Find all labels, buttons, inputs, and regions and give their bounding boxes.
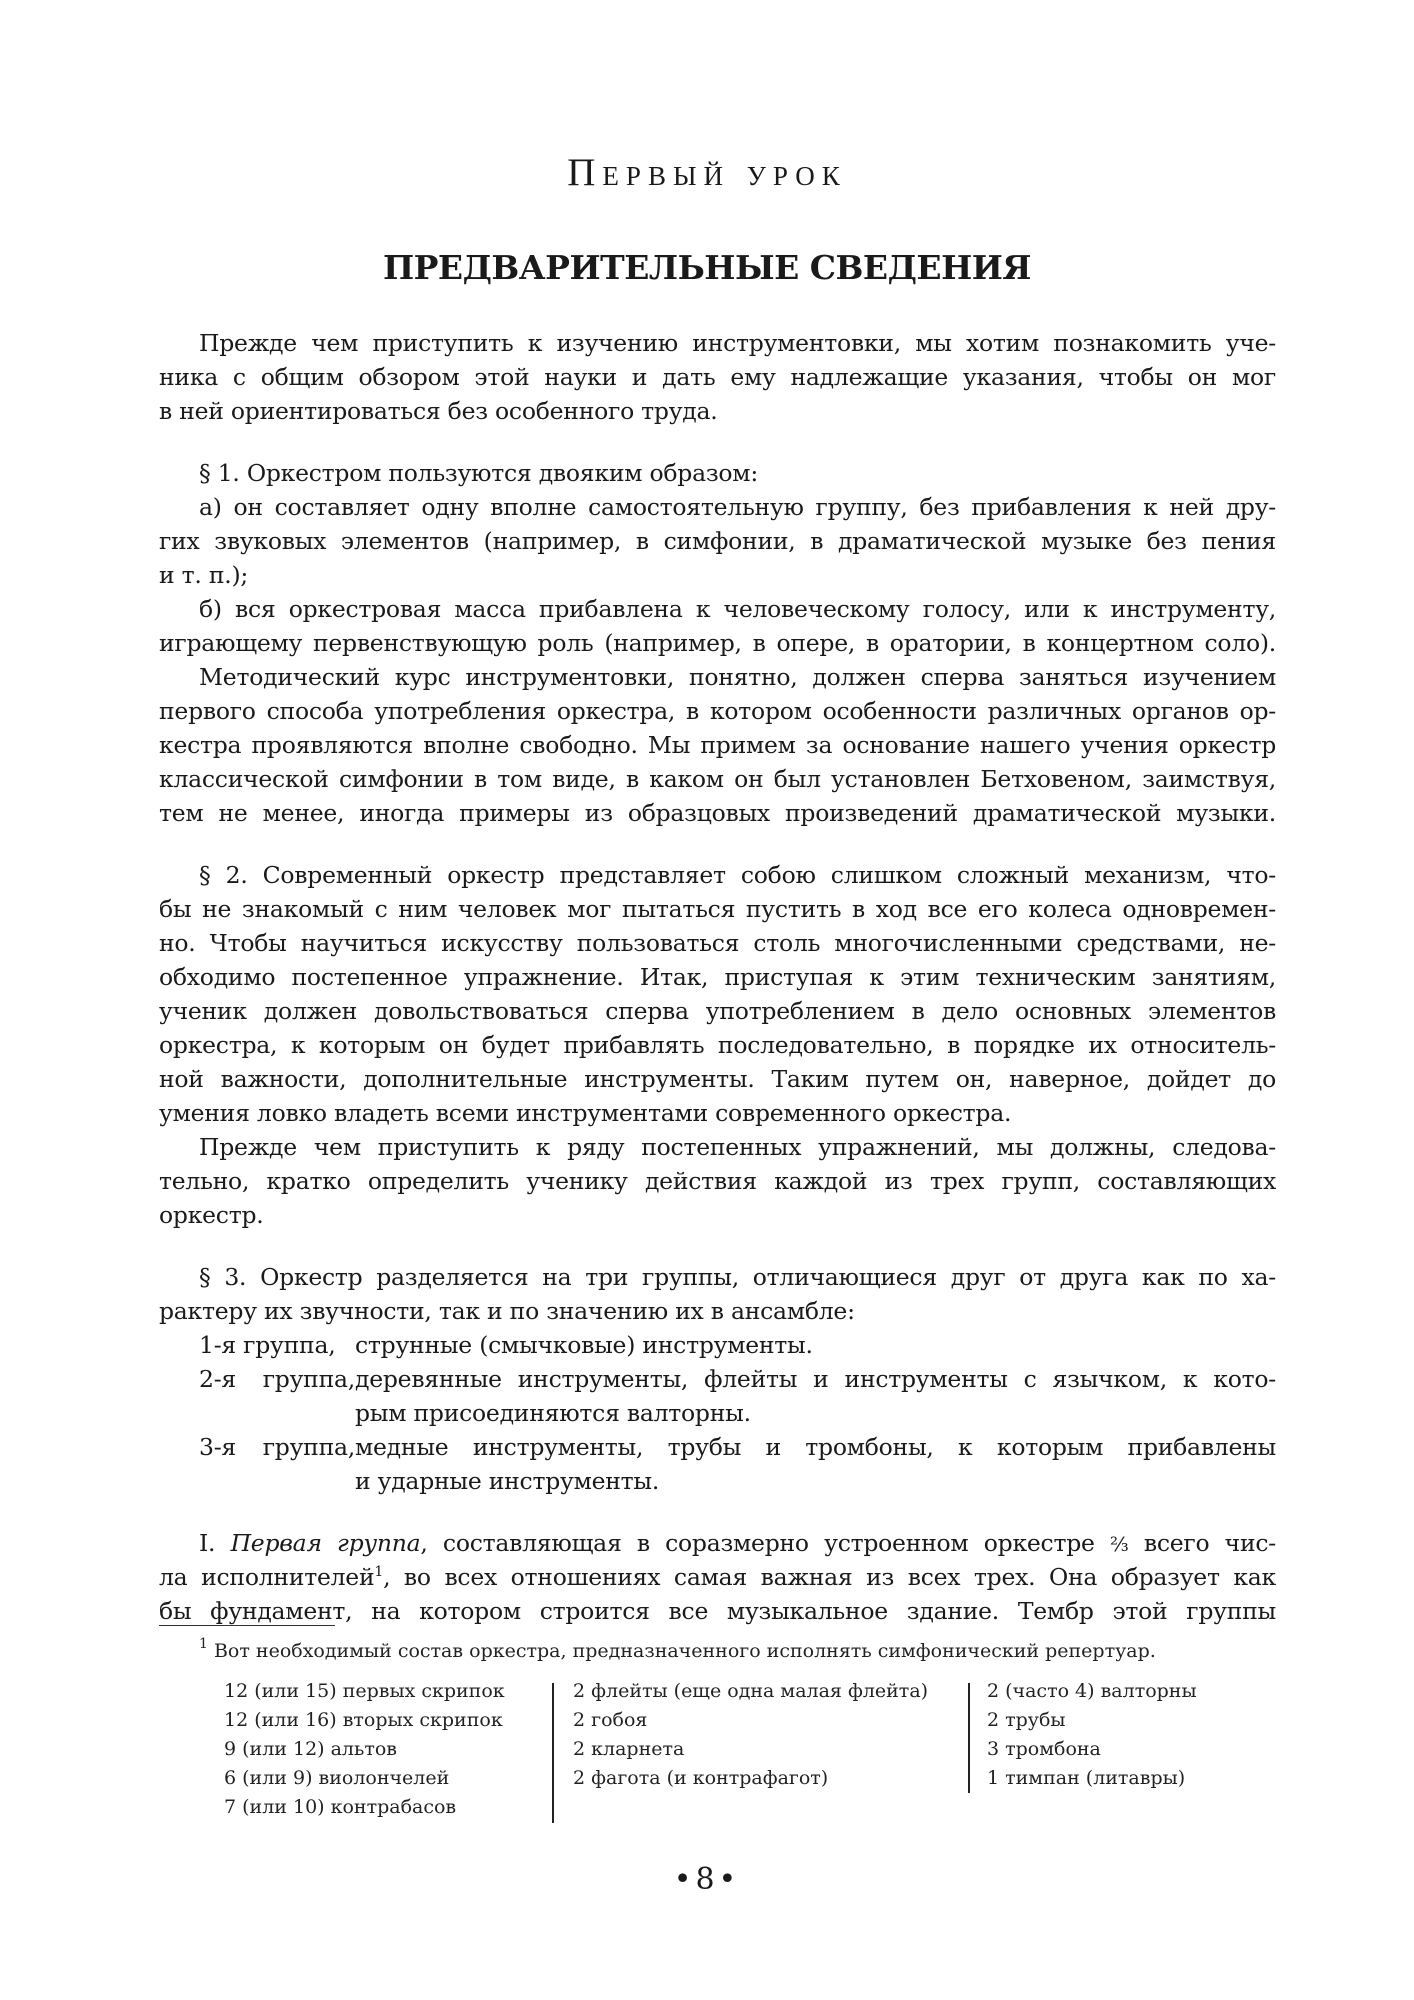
text-line: обходимо постепенное упражнение. Итак, приступая к этим техническим занятиям, <box>159 963 1276 991</box>
roster-item: 6 (или 9) виолончелей <box>224 1767 450 1789</box>
text-line: рым присоединяются валторны. <box>355 1399 751 1427</box>
text-line: умения ловко владеть всеми инструментами современного оркестра. <box>159 1099 1012 1127</box>
main-text <box>159 326 1276 1628</box>
group-3 <box>159 1430 1276 1464</box>
text-line: рактеру их звучности, так и по значению их в ансамбле: <box>159 1297 855 1325</box>
text-line: Прежде чем приступить к изучению инструментовки, мы хотим познакомить уче- <box>199 329 1276 357</box>
emphasis-term: Первая группа <box>230 1529 421 1557</box>
roster-item: 2 трубы <box>987 1709 1066 1731</box>
text-line <box>159 1560 1276 1594</box>
text-line: и ударные инструменты. <box>355 1467 660 1495</box>
roster-item: 2 гобоя <box>573 1709 648 1731</box>
first-group-paragraph <box>159 1526 1276 1560</box>
roster-item: 2 (часто 4) валторны <box>987 1680 1197 1702</box>
section-2-heading: § 2. Современный оркестр представляет собою слишком сложный механизм, что- <box>199 861 1276 889</box>
roster-item: 3 тромбона <box>987 1738 1101 1760</box>
text-line: Прежде чем приступить к ряду постепенных упражнений, мы должны, следова- <box>199 1133 1276 1161</box>
text-line: гих звуковых элементов (например, в симфонии, в драматической музыке без пения <box>159 527 1276 555</box>
footnote-reference[interactable]: 1 <box>374 1564 384 1580</box>
chapter-title: ПРЕДВАРИТЕЛЬНЫЕ СВЕДЕНИЯ <box>382 248 1032 287</box>
group-label: 1-я группа, <box>199 1331 336 1359</box>
text-line: играющему первенствующую роль (например, в опере, в оратории, в концертном соло). <box>159 629 1276 657</box>
roster-item: 1 тимпан (литавры) <box>987 1767 1186 1789</box>
roster-item: 2 флейты (еще одна малая флейта) <box>573 1680 929 1702</box>
roster-brass <box>987 1677 1197 1793</box>
text-line: классической симфонии в том виде, в каком он был установлен Бетховеном, заимствуя, <box>159 765 1276 793</box>
section-3-heading: § 3. Оркестр разделяется на три группы, отличающиеся друг от друга как по ха- <box>199 1263 1276 1291</box>
roster-item: 9 (или 12) альтов <box>224 1738 397 1760</box>
text-line: бы не знакомый с ним человек мог пытаться пустить в ход все его колеса одновремен- <box>159 895 1276 923</box>
text-line: бы фундамент, на котором строится все музыкальное здание. Тембр этой группы <box>159 1597 1276 1625</box>
footnote <box>199 1637 1299 1665</box>
text-line: б) вся оркестровая масса прибавлена к человеческому голосу, или к инструменту, <box>199 595 1276 623</box>
column-divider <box>968 1683 970 1793</box>
orchestra-roster <box>0 1677 1414 1827</box>
text-line: в ней ориентироваться без особенного труда. <box>159 397 718 425</box>
column-divider <box>552 1683 554 1823</box>
text-line: и т. п.); <box>159 561 249 589</box>
roster-item: 12 (или 16) вторых скрипок <box>224 1709 503 1731</box>
section-1-heading: § 1. Оркестром пользуются двояким образом: <box>199 459 758 487</box>
roster-item: 2 фагота (и контрафагот) <box>573 1767 829 1789</box>
group-text: медные инструменты, трубы и тромбоны, к которым прибавлены <box>355 1433 1276 1461</box>
roman-numeral: I. <box>199 1529 231 1557</box>
footnote-mark: 1 <box>199 1636 208 1652</box>
text-fragment: ла исполнителей <box>159 1563 375 1591</box>
group-text: струнные (смычковые) инструменты. <box>355 1331 813 1359</box>
text-line: оркестра, к которым он будет прибавлять последовательно, в порядке их относитель- <box>159 1031 1276 1059</box>
text-line: а) он составляет одну вполне самостоятельную группу, без прибавления к ней дру- <box>199 493 1276 521</box>
text-fragment: , во всех отношениях самая важная из всех трех. Она образует как <box>383 1563 1276 1591</box>
group-1 <box>159 1328 1276 1362</box>
group-label: 3-я группа, <box>199 1433 355 1461</box>
roster-woodwinds <box>573 1677 928 1793</box>
text-line: ной важности, дополнительные инструменты. Таким путем он, наверное, дойдет до <box>159 1065 1276 1093</box>
text-line: тельно, кратко определить ученику действия каждой из трех групп, составляющих <box>159 1167 1276 1195</box>
roster-item: 7 (или 10) контрабасов <box>224 1796 457 1818</box>
group-label: 2-я группа, <box>199 1365 355 1393</box>
group-text: деревянные инструменты, флейты и инструменты с язычком, к кото- <box>355 1365 1276 1393</box>
text-line: тем не менее, иногда примеры из образцовых произведений драматической музыки. <box>159 799 1276 827</box>
text-line: Методический курс инструментовки, понятно, должен сперва заняться изучением <box>199 663 1276 691</box>
text-line: ученик должен довольствоваться сперва употреблением в дело основных элементов <box>159 997 1276 1025</box>
text-line: первого способа употребления оркестра, в котором особенности различных органов ор- <box>159 697 1276 725</box>
text-fragment: , составляющая в соразмерно устроенном оркестре <box>420 1529 1110 1557</box>
text-line: ника с общим обзором этой науки и дать ему надлежащие указания, чтобы он мог <box>159 363 1276 391</box>
page-number: •8• <box>673 1862 741 1897</box>
roster-item: 12 (или 15) первых скрипок <box>224 1680 505 1702</box>
footnote-divider <box>159 1625 335 1626</box>
roster-strings <box>224 1677 505 1822</box>
text-line: оркестр. <box>159 1201 264 1229</box>
roster-item: 2 кларнета <box>573 1738 685 1760</box>
text-fragment: всего чис- <box>1128 1529 1276 1557</box>
text-line: кестра проявляются вполне свободно. Мы примем за основание нашего учения оркестр <box>159 731 1276 759</box>
lesson-title: Первый урок <box>567 151 847 194</box>
text-line: но. Чтобы научиться искусству пользоваться столь многочисленными средствами, не- <box>159 929 1276 957</box>
fraction: ²⁄₃ <box>1109 1532 1129 1556</box>
group-2 <box>159 1362 1276 1396</box>
footnote-text: Вот необходимый состав оркестра, предназначенного исполнять симфонический репертуар. <box>213 1640 1156 1662</box>
